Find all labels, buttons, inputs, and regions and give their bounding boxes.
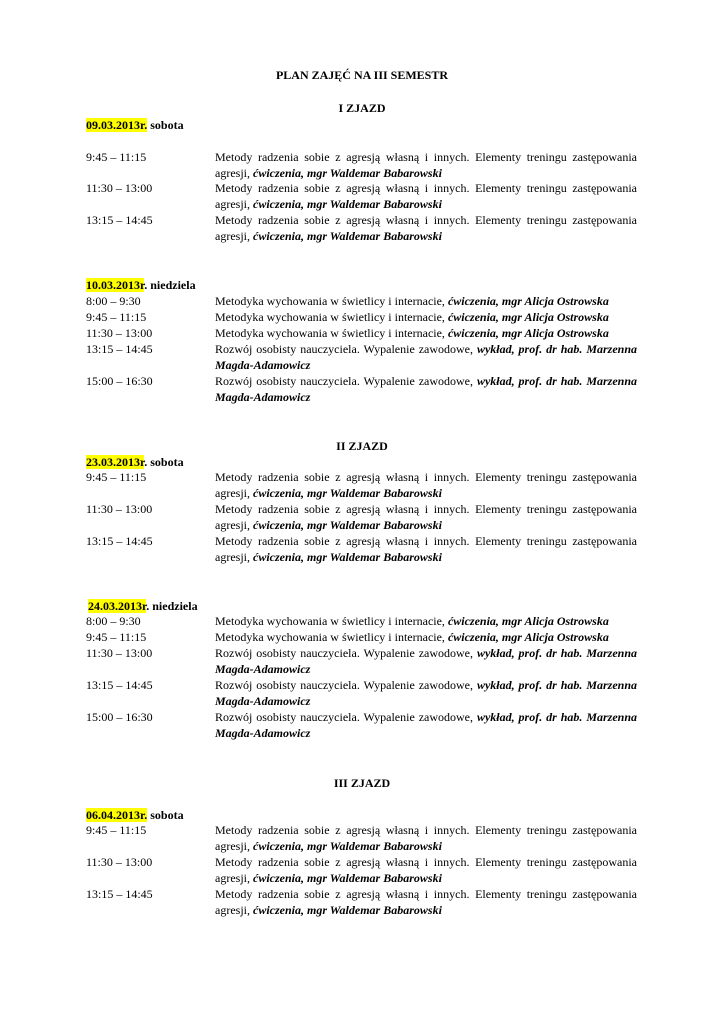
entry-detail: ćwiczenia, mgr Waldemar Babarowski	[253, 196, 442, 211]
entry-detail: wykład, prof. dr hab. Marzenna Magda-Adamowicz	[215, 710, 637, 740]
entry-time: 13:15 – 14:45	[86, 534, 153, 548]
entry-detail: ćwiczenia, mgr Alicja Ostrowska	[447, 630, 609, 644]
entry-description: Rozwój osobisty nauczyciela. Wypalenie zawodowe, wykład, prof. dr hab. Marzenna Magda-Adamowicz	[215, 710, 637, 740]
entry-description: Metody radzenia sobie z agresją własną i innych. Elementy treningu zastępowania agresji, ćwiczenia, mgr Waldemar Babarowski	[215, 502, 637, 532]
entry-time: 9:45 – 11:15	[86, 823, 147, 837]
day-header	[86, 118, 184, 133]
entry-time: 9:45 – 11:15	[86, 470, 147, 484]
entry-description: Metodyka wychowania w świetlicy i internacie, ćwiczenia, mgr Alicja Ostrowska	[215, 294, 609, 308]
entry-description: Metody radzenia sobie z agresją własną i innych. Elementy treningu zastępowania agresji, ćwiczenia, mgr Waldemar Babarowski	[215, 855, 637, 885]
entry-detail: ćwiczenia, mgr Waldemar Babarowski	[253, 870, 442, 885]
entry-time: 13:15 – 14:45	[86, 342, 153, 356]
entry-detail: ćwiczenia, mgr Alicja Ostrowska	[447, 294, 609, 308]
weekday: sobota	[147, 808, 184, 822]
entry-time: 9:45 – 11:15	[86, 630, 147, 644]
entry-detail: ćwiczenia, mgr Alicja Ostrowska	[447, 326, 609, 340]
entry-time: 9:45 – 11:15	[86, 150, 147, 164]
entry-detail: wykład, prof. dr hab. Marzenna Magda-Adamowicz	[215, 374, 637, 404]
section-heading: II ZJAZD	[336, 439, 388, 453]
entry-time: 11:30 – 13:00	[86, 502, 153, 516]
entry-time: 15:00 – 16:30	[86, 374, 153, 388]
entry-time: 11:30 – 13:00	[86, 326, 153, 340]
weekday: sobota	[147, 455, 184, 469]
entry-description: Metody radzenia sobie z agresją własną i innych. Elementy treningu zastępowania agresji, ćwiczenia, mgr Waldemar Babarowski	[215, 823, 637, 853]
entry-time: 13:15 – 14:45	[86, 887, 153, 901]
entry-time: 11:30 – 13:00	[86, 181, 153, 195]
day-header	[86, 808, 184, 823]
entry-time: 15:00 – 16:30	[86, 710, 153, 724]
date-highlight: 23.03.2013r	[86, 455, 145, 469]
entry-time: 11:30 – 13:00	[86, 855, 153, 869]
entry-description: Metody radzenia sobie z agresją własną i innych. Elementy treningu zastępowania agresji, ćwiczenia, mgr Waldemar Babarowski	[215, 470, 637, 500]
entry-detail: ćwiczenia, mgr Waldemar Babarowski	[253, 165, 442, 180]
day-header: 23.03.2013r. sobota	[86, 455, 184, 469]
entry-description: Rozwój osobisty nauczyciela. Wypalenie zawodowe, wykład, prof. dr hab. Marzenna Magda-Adamowicz	[215, 646, 637, 676]
entry-description: Rozwój osobisty nauczyciela. Wypalenie zawodowe, wykład, prof. dr hab. Marzenna Magda-Adamowicz	[215, 374, 637, 404]
entry-detail: ćwiczenia, mgr Waldemar Babarowski	[253, 549, 442, 564]
entry-description: Rozwój osobisty nauczyciela. Wypalenie zawodowe, wykład, prof. dr hab. Marzenna Magda-Adamowicz	[215, 342, 637, 372]
entry-time: 13:15 – 14:45	[86, 678, 153, 692]
entry-description: Metodyka wychowania w świetlicy i internacie, ćwiczenia, mgr Alicja Ostrowska	[215, 326, 609, 340]
date-highlight: 09.03.2013r.	[86, 118, 148, 132]
entry-detail: ćwiczenia, mgr Alicja Ostrowska	[447, 310, 609, 324]
entry-description: Metody radzenia sobie z agresją własną i innych. Elementy treningu zastępowania agresji, ćwiczenia, mgr Waldemar Babarowski	[215, 887, 637, 917]
entry-description: Metody radzenia sobie z agresją własną i innych. Elementy treningu zastępowania agresji, ćwiczenia, mgr Waldemar Babarowski	[215, 181, 637, 211]
entry-description: Metodyka wychowania w świetlicy i internacie, ćwiczenia, mgr Alicja Ostrowska	[215, 614, 609, 628]
entry-detail: ćwiczenia, mgr Waldemar Babarowski	[253, 485, 442, 500]
entry-description: Rozwój osobisty nauczyciela. Wypalenie zawodowe, wykład, prof. dr hab. Marzenna Magda-Adamowicz	[215, 678, 637, 708]
weekday: niedziela	[149, 599, 198, 613]
entry-detail: ćwiczenia, mgr Alicja Ostrowska	[447, 614, 609, 628]
entry-detail: ćwiczenia, mgr Waldemar Babarowski	[253, 838, 442, 853]
entry-detail: wykład, prof. dr hab. Marzenna Magda-Adamowicz	[215, 646, 637, 676]
entry-description: Metodyka wychowania w świetlicy i internacie, ćwiczenia, mgr Alicja Ostrowska	[215, 310, 609, 324]
section-heading: I ZJAZD	[338, 101, 386, 115]
entry-detail: ćwiczenia, mgr Waldemar Babarowski	[253, 517, 442, 532]
entry-description: Metodyka wychowania w świetlicy i internacie, ćwiczenia, mgr Alicja Ostrowska	[215, 630, 609, 644]
date-highlight: 24.03.2013r	[88, 599, 147, 613]
section-heading: III ZJAZD	[333, 776, 391, 790]
weekday: sobota	[147, 118, 184, 132]
entry-detail: wykład, prof. dr hab. Marzenna Magda-Adamowicz	[215, 342, 637, 372]
entry-detail: ćwiczenia, mgr Waldemar Babarowski	[253, 228, 442, 243]
day-header: 10.03.2013r. niedziela	[86, 278, 196, 292]
date-highlight: 10.03.2013r	[86, 278, 145, 292]
entry-description: Metody radzenia sobie z agresją własną i innych. Elementy treningu zastępowania agresji, ćwiczenia, mgr Waldemar Babarowski	[215, 150, 637, 180]
entry-time: 13:15 – 14:45	[86, 213, 153, 227]
document-title: PLAN ZAJĘĆ NA III SEMESTR	[275, 68, 449, 82]
entry-description: Metody radzenia sobie z agresją własną i innych. Elementy treningu zastępowania agresji, ćwiczenia, mgr Waldemar Babarowski	[215, 534, 637, 564]
day-header: 24.03.2013r. niedziela	[88, 599, 198, 613]
date-highlight: 06.04.2013r.	[86, 808, 148, 822]
entry-detail: ćwiczenia, mgr Waldemar Babarowski	[253, 902, 442, 917]
weekday: niedziela	[147, 278, 196, 292]
entry-description: Metody radzenia sobie z agresją własną i innych. Elementy treningu zastępowania agresji, ćwiczenia, mgr Waldemar Babarowski	[215, 213, 637, 243]
entry-detail: wykład, prof. dr hab. Marzenna Magda-Adamowicz	[215, 678, 637, 708]
entry-time: 9:45 – 11:15	[86, 310, 147, 324]
entry-time: 8:00 – 9:30	[86, 294, 141, 308]
entry-time: 8:00 – 9:30	[86, 614, 141, 628]
entry-time: 11:30 – 13:00	[86, 646, 153, 660]
